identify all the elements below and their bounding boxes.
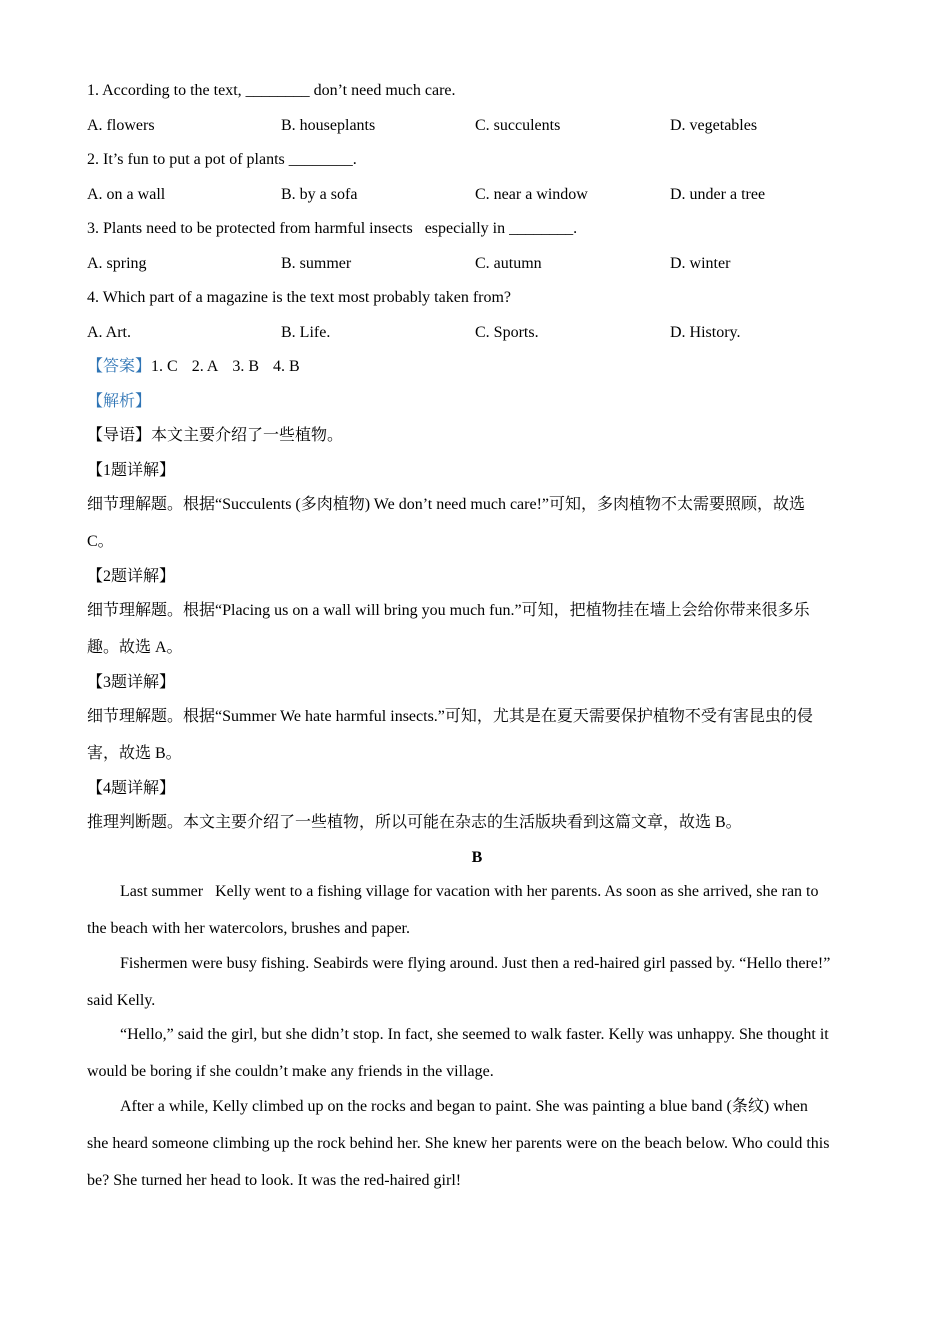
- option-b: B. by a sofa: [281, 185, 358, 203]
- question-2-stem: 2. It’s fun to put a pot of plants ________.: [87, 151, 357, 168]
- question-1-stem: 1. According to the text, ________ don’t need much care.: [87, 82, 456, 99]
- paragraph-line: said Kelly.: [87, 991, 156, 1009]
- detail-1-heading: 【1题详解】: [87, 461, 176, 479]
- option-a: A. flowers: [87, 116, 155, 134]
- paragraph-line: be? She turned her head to look. It was the red-haired girl!: [87, 1171, 462, 1189]
- paragraph-line: Last summer Kelly went to a fishing village for vacation with her parents. As soon as she arrived, she ran to: [120, 883, 819, 900]
- option-c: C. Sports.: [475, 323, 539, 341]
- paragraph-line: the beach with her watercolors, brushes and paper.: [87, 920, 410, 937]
- option-b: B. houseplants: [281, 116, 376, 134]
- detail-4-heading: 【4题详解】: [87, 779, 176, 797]
- question-3-options: [87, 251, 867, 286]
- document-page: [87, 78, 867, 1202]
- answer-item: 2. A: [191, 358, 219, 375]
- option-d: D. winter: [670, 254, 731, 272]
- option-b: B. Life.: [281, 323, 331, 341]
- option-c: C. near a window: [475, 185, 588, 203]
- option-a: A. Art.: [87, 323, 131, 341]
- paragraph-line: she heard someone climbing up the rock behind her. She knew her parents were on the beach below. Who could this: [87, 1134, 830, 1152]
- answer-label: 【答案】: [87, 358, 152, 375]
- detail-3-line-2: 害，故选 B。: [87, 745, 182, 762]
- detail-1-line-2: C。: [87, 533, 114, 550]
- section-title: B: [471, 848, 483, 866]
- passage-paragraph-4: [87, 1094, 867, 1203]
- detail-3-line-1: 细节理解题。根据“Summer We hate harmful insects.”可知，尤其是在夏天需要保护植物不受有害昆虫的侵: [87, 708, 813, 725]
- answer-item: 1. C: [151, 358, 178, 375]
- analysis-label: [87, 389, 867, 424]
- option-d: D. under a tree: [670, 185, 766, 203]
- question-4-options: [87, 320, 867, 355]
- passage-paragraph-3: [87, 1022, 867, 1094]
- paragraph-line: After a while, Kelly climbed up on the rocks and began to paint. She was painting a blue band (条纹) when: [120, 1097, 808, 1115]
- option-d: D. vegetables: [670, 116, 758, 134]
- passage-paragraph-2: [87, 951, 867, 1023]
- option-b: B. summer: [281, 254, 352, 272]
- detail-3-heading: 【3题详解】: [87, 673, 176, 691]
- paragraph-line: Fishermen were busy fishing. Seabirds were flying around. Just then a red-haired girl passed by. “Hello there!”: [120, 954, 831, 972]
- detail-2-line-1: 细节理解题。根据“Placing us on a wall will bring you much fun.”可知，把植物挂在墙上会给你带来很多乐: [87, 602, 810, 619]
- answer-line: [87, 354, 867, 389]
- detail-2-heading: 【2题详解】: [87, 567, 176, 585]
- answer-item: 3. B: [232, 358, 260, 375]
- paragraph-line: “Hello,” said the girl, but she didn’t stop. In fact, she seemed to walk faster. Kelly was unhappy. She thought it: [120, 1026, 829, 1043]
- question-1-options: [87, 113, 867, 148]
- question-2-options: [87, 182, 867, 217]
- detail-4-line-1: 推理判断题。本文主要介绍了一些植物，所以可能在杂志的生活版块看到这篇文章，故选 B。: [87, 814, 742, 831]
- option-c: C. autumn: [475, 254, 542, 272]
- option-a: A. on a wall: [87, 185, 166, 203]
- detail-2-line-2: 趣。故选 A。: [87, 639, 183, 656]
- question-3-stem: 3. Plants need to be protected from harmful insects especially in ________.: [87, 220, 578, 237]
- option-d: D. History.: [670, 323, 741, 341]
- paragraph-line: would be boring if she couldn’t make any friends in the village.: [87, 1063, 494, 1080]
- analysis-label-text: 【解析】: [87, 392, 152, 410]
- passage-paragraph-1: [87, 879, 867, 951]
- answer-item: 4. B: [273, 358, 300, 375]
- question-4-stem: 4. Which part of a magazine is the text most probably taken from?: [87, 289, 512, 306]
- detail-1-line-1: 细节理解题。根据“Succulents (多肉植物) We don’t need much care!”可知，多肉植物不太需要照顾，故选: [87, 496, 806, 513]
- option-a: A. spring: [87, 254, 147, 272]
- option-c: C. succulents: [475, 116, 561, 134]
- intro-line: 【导语】本文主要介绍了一些植物。: [87, 427, 344, 444]
